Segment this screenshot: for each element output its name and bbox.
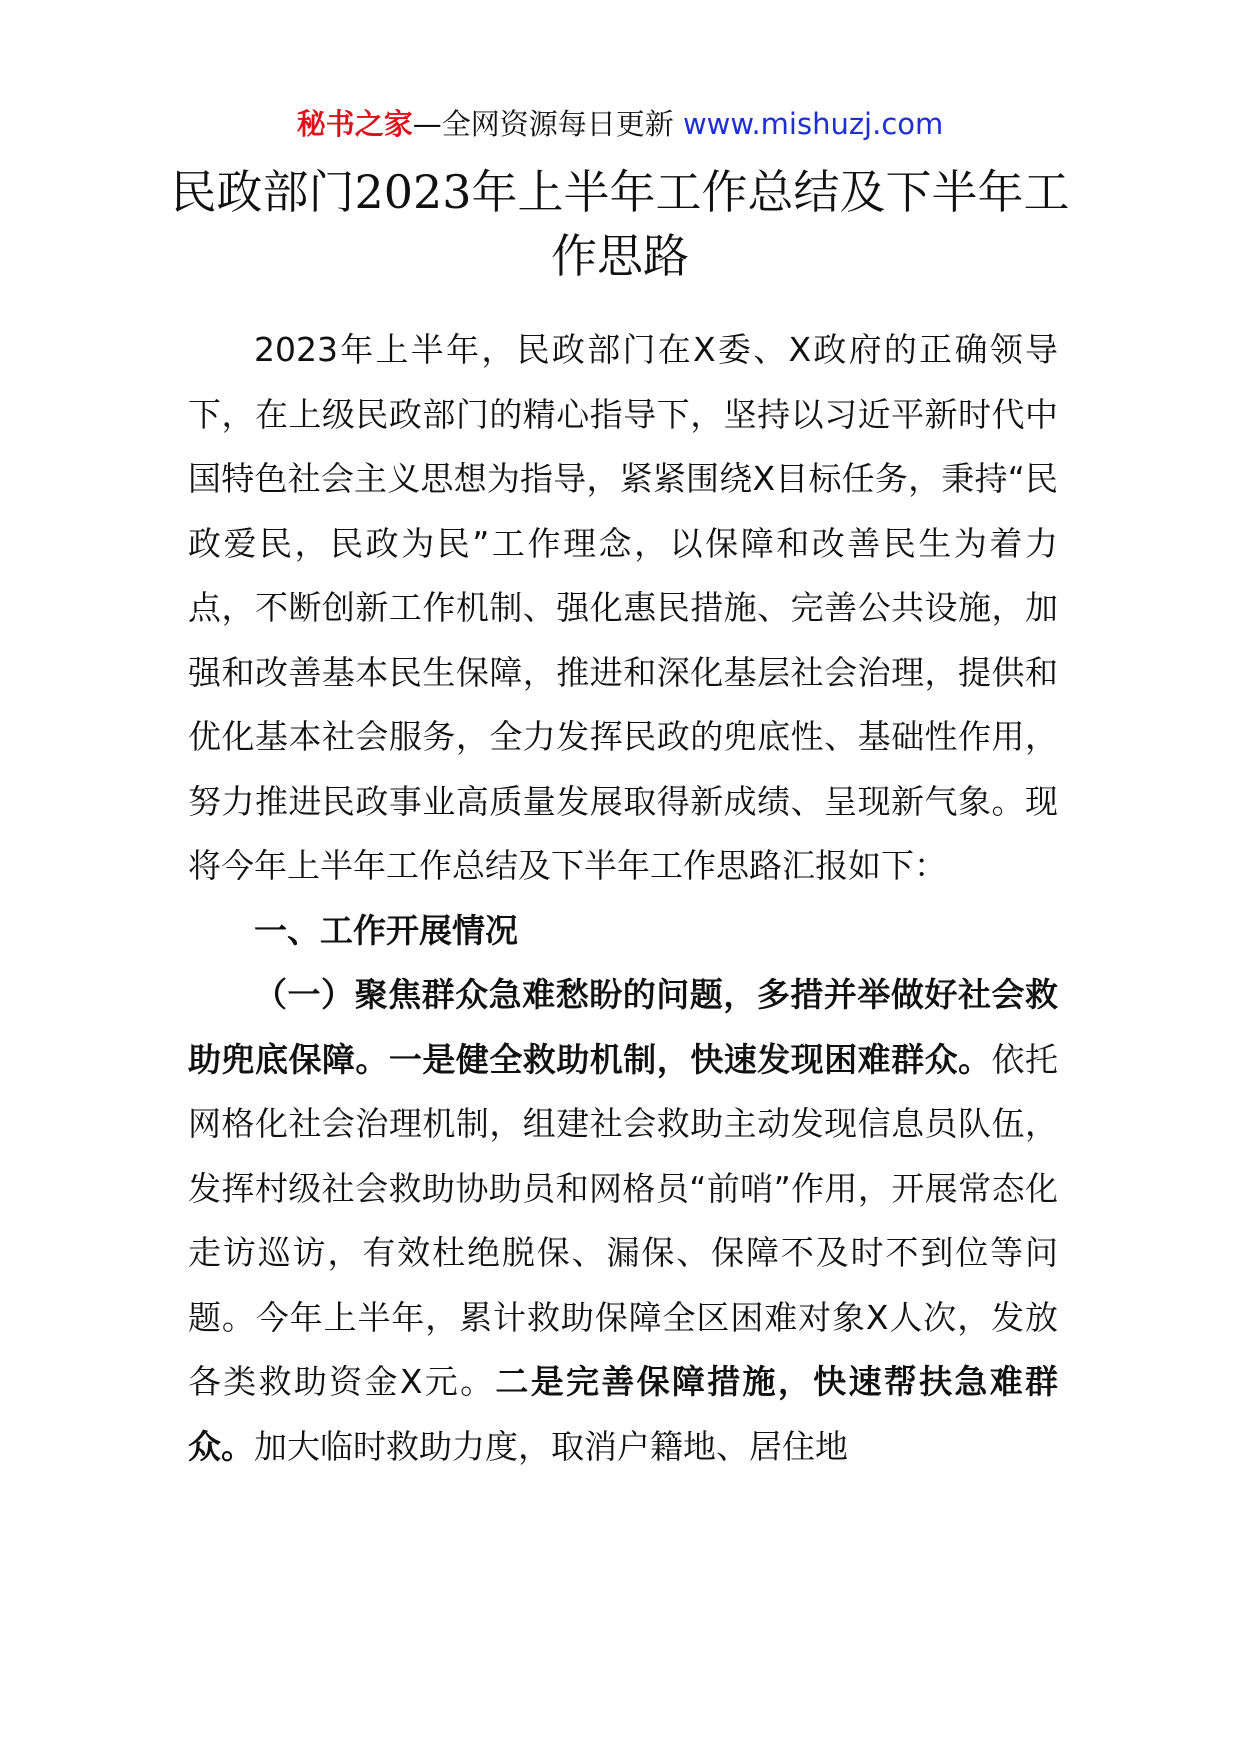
document-title: 民政部门2023年上半年工作总结及下半年工作思路	[170, 165, 1070, 283]
point-two-text: 加大临时救助力度，取消户籍地、居住地	[254, 1426, 848, 1466]
point-two-heading: 二是完善保障措施，快速帮扶急难群众。	[188, 1362, 1059, 1466]
point-one-heading: 一是健全救助机制，快速发现困难群众。	[388, 1039, 992, 1079]
site-header	[0, 102, 1240, 146]
subsection-paragraph	[188, 963, 1058, 1479]
document-body	[188, 318, 1058, 1479]
subsection-heading: （一）聚焦群众急难愁盼的问题，多措并举做好社会救助兜底保障。	[188, 975, 1058, 1079]
header-slogan: —全网资源每日更新	[412, 107, 674, 141]
point-one-text: 依托网格化社会治理机制，组建社会救助主动发现信息员队伍，发挥村级社会救助协助员和网格员“前哨”作用，开展常态化走访巡访，有效杜绝脱保、漏保、保障不及时不到位等问题。今年上半年，累计救助保障全区困难对象X人次，发放各类救助资金X元。	[188, 1039, 1059, 1401]
brand-name: 秘书之家	[296, 107, 413, 141]
site-url-link[interactable]: www.mishuzj.com	[682, 107, 944, 141]
section-heading: 一、工作开展情况	[254, 910, 518, 950]
intro-paragraph: 2023年上半年，民政部门在X委、X政府的正确领导下，在上级民政部门的精心指导下，坚持以习近平新时代中国特色社会主义思想为指导，紧紧围绕X目标任务，秉持“民政爱民，民政为民”工作理念，以保障和改善民生为着力点，不断创新工作机制、强化惠民措施、完善公共设施，加强和改善基本民生保障，推进和深化基层社会治理，提供和优化基本社会服务，全力发挥民政的兜底性、基础性作用，努力推进民政事业高质量发展取得新成绩、呈现新气象。现将今年上半年工作总结及下半年工作思路汇报如下：	[188, 330, 1058, 885]
